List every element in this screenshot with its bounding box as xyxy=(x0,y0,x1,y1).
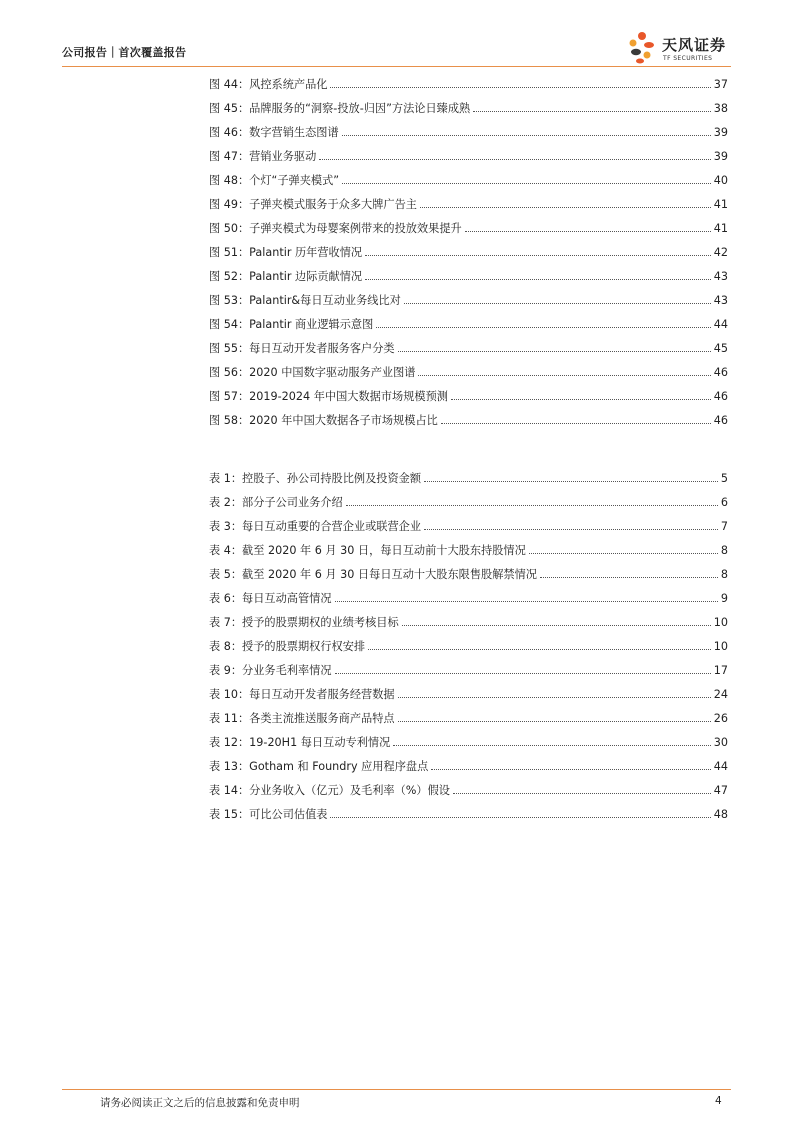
toc-entry[interactable]: 图 49：子弹夹模式服务于众多大牌广告主 41 xyxy=(209,197,728,211)
toc-entry[interactable]: 表 9：分业务毛利率情况 17 xyxy=(209,663,728,677)
toc-entry[interactable]: 图 51：Palantir 历年营收情况 42 xyxy=(209,245,728,259)
toc-entry[interactable]: 表 2：部分子公司业务介绍 6 xyxy=(209,495,728,509)
table-index xyxy=(209,466,728,826)
toc-entry[interactable]: 图 50：子弹夹模式为母婴案例带来的投放效果提升 41 xyxy=(209,221,728,235)
toc-entry[interactable]: 表 12：19-20H1 每日互动专利情况 30 xyxy=(209,735,728,749)
toc-entry[interactable]: 图 52：Palantir 边际贡献情况 43 xyxy=(209,269,728,283)
toc-entry[interactable]: 图 48：个灯“子弹夹模式” 40 xyxy=(209,173,728,187)
toc-entry[interactable]: 表 3：每日互动重要的合营企业或联营企业 7 xyxy=(209,519,728,533)
toc-entry[interactable]: 表 8：授予的股票期权行权安排 10 xyxy=(209,639,728,653)
toc-entry[interactable]: 表 4：截至 2020 年 6 月 30 日，每日互动前十大股东持股情况 8 xyxy=(209,543,728,557)
toc-entry[interactable]: 表 10：每日互动开发者服务经营数据 24 xyxy=(209,687,728,701)
toc-entry[interactable]: 图 56：2020 中国数字驱动服务产业图谱 46 xyxy=(209,365,728,379)
toc-entry[interactable]: 图 44：风控系统产品化 37 xyxy=(209,77,728,91)
toc-entry[interactable]: 图 54：Palantir 商业逻辑示意图 44 xyxy=(209,317,728,331)
report-header-title: 公司报告｜首次覆盖报告 xyxy=(62,46,187,59)
toc-entry[interactable]: 表 1：控股子、孙公司持股比例及投资金额 5 xyxy=(209,471,728,485)
toc-entry[interactable]: 表 6：每日互动高管情况 9 xyxy=(209,591,728,605)
logo-subtitle: TF SECURITIES xyxy=(663,55,713,62)
toc-entry[interactable]: 图 45：品牌服务的“洞察-投放-归因”方法论日臻成熟 38 xyxy=(209,101,728,115)
figure-index xyxy=(209,72,728,432)
toc-entry[interactable]: 图 47：营销业务驱动 39 xyxy=(209,149,728,163)
toc-entry[interactable]: 图 53：Palantir&每日互动业务线比对 43 xyxy=(209,293,728,307)
toc-entry[interactable]: 表 11：各类主流推送服务商产品特点 26 xyxy=(209,711,728,725)
toc-entry[interactable]: 表 5：截至 2020 年 6 月 30 日每日互动十大股东限售股解禁情况 8 xyxy=(209,567,728,581)
toc-entry[interactable]: 表 15：可比公司估值表 48 xyxy=(209,807,728,821)
page-number: 4 xyxy=(715,1095,722,1107)
disclaimer-note: 请务必阅读正文之后的信息披露和免责申明 xyxy=(100,1097,300,1109)
company-logo xyxy=(622,28,737,68)
toc-entry[interactable]: 表 13：Gotham 和 Foundry 应用程序盘点 44 xyxy=(209,759,728,773)
toc-entry[interactable]: 图 46：数字营销生态图谱 39 xyxy=(209,125,728,139)
toc-entry[interactable]: 表 7：授予的股票期权的业绩考核目标 10 xyxy=(209,615,728,629)
logo-name: 天风证券 xyxy=(662,36,727,54)
footer-divider xyxy=(62,1089,731,1090)
toc-entry[interactable]: 图 58：2020 年中国大数据各子市场规模占比 46 xyxy=(209,413,728,427)
toc-entry[interactable]: 表 14：分业务收入（亿元）及毛利率（%）假设 47 xyxy=(209,783,728,797)
logo-mark-icon xyxy=(622,28,662,68)
toc-entry[interactable]: 图 55：每日互动开发者服务客户分类 45 xyxy=(209,341,728,355)
toc-entry[interactable]: 图 57：2019-2024 年中国大数据市场规模预测 46 xyxy=(209,389,728,403)
